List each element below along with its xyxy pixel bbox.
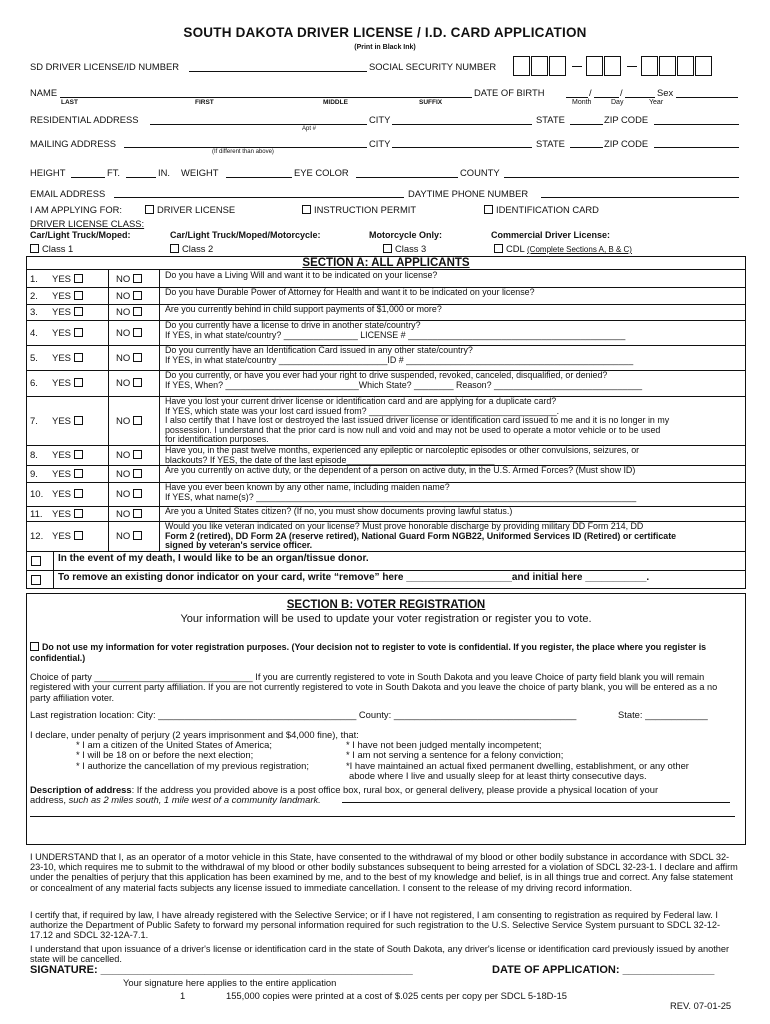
opt-identification-card[interactable]	[484, 204, 599, 215]
description-line2	[30, 794, 321, 805]
col-div-1	[108, 269, 109, 551]
revision-date: REV. 07-01-25	[670, 1000, 732, 1011]
do-not-use-option[interactable]	[30, 642, 736, 664]
yes-option[interactable]	[52, 469, 86, 480]
question-number: 10.	[30, 489, 44, 500]
declare-right-item: * I have not been judged mentally incompetent;	[346, 739, 542, 750]
declare-text: I declare, under penalty of perjury (2 years imprisonment and $4,000 fine), that:	[30, 729, 359, 740]
mailing-field[interactable]	[124, 147, 367, 148]
checkbox-icon[interactable]	[133, 489, 142, 498]
class2-option[interactable]	[170, 243, 213, 254]
question-text	[165, 288, 535, 298]
signature-field[interactable]: SIGNATURE: ___________________________________________________	[30, 964, 413, 976]
cdl-label: CDL	[506, 243, 525, 254]
checkbox-icon[interactable]	[74, 378, 83, 387]
question-text	[165, 466, 635, 476]
question-line: signed by veteran's service officer.	[165, 540, 313, 551]
signature-note: Your signature here applies to the entire application	[123, 977, 337, 988]
question-line: If YES, what name(s)? _____________________________________________________________________________	[165, 491, 637, 502]
dob-slash: /	[589, 87, 592, 98]
question-number: 6.	[30, 378, 38, 389]
name-last-caption: LAST	[61, 99, 78, 106]
checkbox-icon[interactable]	[74, 274, 83, 283]
question-line: possession. I understand that the prior card is now null and void and may not be used to operate a motor vehicle or to be used	[165, 424, 661, 435]
section-b-title: SECTION B: VOTER REGISTRATION	[286, 599, 486, 611]
question-line: for identification purposes.	[165, 434, 269, 445]
description-field-1[interactable]	[342, 802, 730, 803]
no-option[interactable]	[116, 353, 145, 364]
dob-month-field[interactable]	[566, 97, 588, 98]
remove-donor-text: To remove an existing donor indicator on your card, write “remove” here ___________________and initial here ___________.	[58, 572, 650, 583]
question-text	[165, 397, 669, 445]
yes-option[interactable]	[52, 307, 86, 318]
checkbox-icon[interactable]	[133, 416, 142, 425]
question-number: 1.	[30, 273, 38, 285]
question-line: Do you have a Living Will and want it to be indicated on your license?	[165, 270, 438, 280]
no-option[interactable]	[116, 489, 145, 500]
name-field[interactable]	[60, 97, 472, 98]
checkbox-icon[interactable]	[74, 489, 83, 498]
yes-option[interactable]	[52, 274, 86, 285]
yes-option[interactable]	[52, 450, 86, 461]
phone-field[interactable]	[541, 197, 739, 198]
question-number: 5.	[30, 352, 38, 364]
residential-state-label: STATE	[536, 114, 565, 125]
yes-option[interactable]	[52, 416, 86, 427]
checkbox-icon[interactable]	[74, 291, 83, 300]
checkbox-icon[interactable]	[30, 244, 39, 253]
question-text	[165, 446, 639, 465]
question-line: I also certify that I have lost or destroyed the last issued driver license or identification card issued to me and it is no longer in my	[165, 415, 670, 426]
question-line: Have you lost your current driver license or identification card and are applying for a duplicate card?	[165, 396, 557, 406]
legal-selective-service: I certify that, if required by law, I have already registered with the Selective Service; or if I have not registered, I am consenting to registration as required by Federal law. I authorize the Department of Public Safety to forward my personal information required for such registration to the U.S. Selective Service System pursuant to SDCL 32-12-17.12 and SDCL 32-12A-7.1.	[30, 910, 721, 941]
question-line: Do you currently have an Identification Card issued in any other state/country?	[165, 345, 473, 355]
section-a-title: SECTION A: ALL APPLICANTS	[302, 257, 470, 269]
opt-driver-license-label: DRIVER LICENSE	[157, 204, 236, 215]
dob-slash-2: /	[620, 87, 623, 98]
dob-month-caption: Month	[572, 99, 592, 106]
opt-driver-license[interactable]	[145, 204, 235, 215]
checkbox-icon[interactable]	[133, 378, 142, 387]
question-number: 2.	[30, 290, 38, 302]
class2-label: Class 2	[182, 243, 214, 254]
no-label: NO	[116, 352, 131, 364]
question-text	[165, 522, 676, 551]
residential-label: RESIDENTIAL ADDRESS	[30, 114, 139, 125]
no-label: NO	[116, 508, 131, 520]
checkbox-icon[interactable]	[170, 244, 179, 253]
checkbox-icon[interactable]	[133, 531, 142, 540]
yes-label: YES	[52, 307, 72, 318]
checkbox-icon[interactable]	[133, 469, 142, 478]
last-registration-state: State: ____________	[618, 709, 708, 720]
question-text	[165, 271, 437, 281]
question-text	[165, 321, 625, 340]
eye-field[interactable]	[356, 177, 458, 178]
declare-left-item: * I will be 18 on or before the next election;	[76, 749, 254, 761]
no-option[interactable]	[116, 274, 145, 285]
apt-caption: Apt #	[302, 126, 317, 132]
donor-checkbox[interactable]	[31, 556, 41, 567]
question-line: Have you ever been known by any other name, including maiden name?	[165, 482, 450, 492]
yes-label: YES	[52, 531, 72, 542]
mailing-city-label: CITY	[369, 138, 391, 149]
residential-zip-label: ZIP CODE	[604, 114, 649, 125]
question-line: If YES, in what state/country? _______________ LICENSE # ____________________________________________	[165, 329, 626, 340]
if-different-caption: (If different than above)	[212, 149, 274, 155]
residential-zip-field[interactable]	[654, 124, 739, 125]
question-text	[165, 305, 442, 315]
height-in-field[interactable]	[126, 177, 156, 178]
mailing-zip-field[interactable]	[654, 147, 739, 148]
yes-label: YES	[52, 273, 72, 285]
question-text	[165, 346, 633, 365]
no-option[interactable]	[116, 509, 145, 520]
declare-right-item: abode where I live and usually sleep for at least thirty consecutive days.	[349, 769, 647, 781]
checkbox-icon[interactable]	[484, 205, 493, 214]
cdl-option[interactable]	[494, 243, 632, 254]
question-line: Form 2 (retired), DD Form 2A (reserve retired), National Guard Form NGB22, Uniformed Services ID (Retired) or certificate	[165, 530, 677, 541]
yes-option[interactable]	[52, 509, 86, 520]
checkbox-icon[interactable]	[74, 416, 83, 425]
no-label: NO	[116, 307, 131, 318]
residential-city-field[interactable]	[392, 124, 532, 125]
opt-instruction-permit-label: INSTRUCTION PERMIT	[314, 204, 417, 215]
mailing-zip-label: ZIP CODE	[604, 138, 649, 149]
question-number: 3.	[30, 307, 38, 318]
question-line: blackouts? If YES, the date of the last episode______________________________	[165, 454, 495, 465]
email-label: EMAIL ADDRESS	[30, 188, 106, 199]
yes-label: YES	[52, 290, 72, 302]
class1-title: Car/Light Truck/Moped:	[30, 230, 131, 240]
yes-label: YES	[52, 508, 72, 520]
checkbox-icon[interactable]	[133, 328, 142, 337]
opt-identification-card-label: IDENTIFICATION CARD	[496, 204, 599, 215]
do-not-use-text: Do not use my information for voter registration purposes. (Your decision not to register to vote is confidential. If you register, the place where you register is confidential.)	[30, 642, 707, 663]
yes-label: YES	[52, 378, 72, 389]
sd-license-field[interactable]	[189, 71, 367, 72]
question-number: 12.	[30, 531, 44, 542]
no-option[interactable]	[116, 307, 145, 318]
form-subtitle: (Print in Black Ink)	[354, 44, 416, 51]
declare-left-item: * I am a citizen of the United States of America;	[76, 739, 272, 750]
checkbox-icon[interactable]	[133, 450, 142, 459]
question-line: If YES, which state was your lost card issued from? ______________________________________.	[165, 405, 560, 416]
yes-label: YES	[52, 450, 72, 461]
weight-field[interactable]	[226, 177, 292, 178]
question-line: If YES, in what state/country ______________________ID # ______________________________________________	[165, 354, 634, 365]
donor-divider-top	[26, 551, 746, 552]
weight-label: WEIGHT	[181, 167, 219, 178]
dob-label: DATE OF BIRTH	[474, 87, 545, 98]
question-text	[165, 371, 642, 390]
question-number: 9.	[30, 468, 38, 480]
ft-label: FT.	[107, 167, 121, 178]
cdl-note: (Complete Sections A, B & C)	[527, 245, 632, 254]
declare-right-item: *I have maintained an actual fixed permanent dwelling, establishment, or any other	[346, 759, 689, 771]
yes-option[interactable]	[52, 531, 86, 542]
yes-label: YES	[52, 327, 72, 339]
mailing-label: MAILING ADDRESS	[30, 138, 116, 149]
sex-label: Sex	[657, 87, 674, 98]
eye-label: EYE COLOR	[294, 167, 349, 178]
mailing-city-field[interactable]	[392, 147, 532, 148]
legal-cancellation: I understand that upon issuance of a driver's license or identification card in the state of South Dakota, any driver's license or identification card previously issued by another state will be cancelled.	[30, 944, 730, 965]
no-label: NO	[116, 327, 131, 339]
choice-party-text: Choice of party _______________________________ If you are currently registered to vote in South Dakota and you leave Choice of party field blank you will remain registered with your current party affiliation. If you are not currently registered to vote in South Dakota and you leave the choice of party blank, you will be entered as a no party affiliation voter.	[30, 672, 718, 703]
sex-field[interactable]	[676, 97, 738, 98]
form-title: SOUTH DAKOTA DRIVER LICENSE / I.D. CARD APPLICATION	[183, 25, 587, 40]
description-field-2[interactable]	[30, 816, 735, 817]
checkbox-icon[interactable]	[302, 205, 311, 214]
checkbox-icon[interactable]	[133, 307, 142, 316]
yes-label: YES	[52, 489, 72, 500]
checkbox-icon[interactable]	[133, 353, 142, 362]
no-label: NO	[116, 531, 131, 542]
name-label: NAME	[30, 87, 58, 98]
no-label: NO	[116, 450, 131, 461]
print-cost-note: 155,000 copies were printed at a cost of $.025 cents per copy per SDCL 5-18D-15	[226, 990, 567, 1001]
mailing-state-label: STATE	[536, 138, 565, 149]
donor-text: In the event of my death, I would like to be an organ/tissue donor.	[58, 553, 369, 564]
no-label: NO	[116, 273, 131, 285]
phone-label: DAYTIME PHONE NUMBER	[408, 188, 529, 199]
in-label: IN.	[158, 167, 170, 178]
description-example: such as 2 miles south, 1 mile west of a community landmark.	[68, 794, 321, 805]
no-option[interactable]	[116, 328, 145, 339]
cdl-title: Commercial Driver License:	[491, 230, 611, 240]
no-label: NO	[116, 290, 131, 302]
question-number: 11.	[30, 508, 43, 520]
question-line: If YES, When? ___________________________Which State? ________ Reason? ______________________________	[165, 379, 643, 390]
height-ft-field[interactable]	[71, 177, 105, 178]
no-option[interactable]	[116, 291, 145, 302]
sd-license-label: SD DRIVER LICENSE/ID NUMBER	[30, 61, 179, 72]
no-option[interactable]	[116, 416, 145, 427]
class2-title: Car/Light Truck/Moped/Motorcycle:	[170, 230, 321, 240]
checkbox-icon[interactable]	[74, 509, 83, 518]
yes-label: YES	[52, 352, 72, 364]
dob-year-field[interactable]	[625, 97, 655, 98]
no-option[interactable]	[116, 450, 145, 461]
question-text	[165, 483, 636, 502]
checkbox-icon[interactable]	[74, 469, 83, 478]
question-number: 8.	[30, 450, 38, 461]
no-label: NO	[116, 468, 131, 480]
class3-option[interactable]	[383, 243, 426, 254]
county-label: COUNTY	[460, 167, 500, 178]
dob-day-field[interactable]	[594, 97, 619, 98]
declare-right-item: * I am not serving a sentence for a felony conviction;	[346, 749, 564, 761]
question-line: Are you a United States citizen? (If no, you must show documents proving lawful status.)	[165, 506, 513, 516]
checkbox-icon[interactable]	[74, 307, 83, 316]
date-of-application-field[interactable]: DATE OF APPLICATION: _______________	[492, 964, 715, 976]
name-first-caption: FIRST	[195, 99, 214, 106]
description-text: : If the address you provided above is a post office box, rural box, or general delivery, please provide a physical location of your	[131, 784, 659, 795]
applying-label: I AM APPLYING FOR:	[30, 204, 123, 215]
checkbox-icon[interactable]	[133, 509, 142, 518]
yes-option[interactable]	[52, 378, 86, 389]
yes-option[interactable]	[52, 353, 86, 364]
question-line: Have you, in the past twelve months, experienced any epileptic or narcoleptic episodes or other convulsions, seizures, or	[165, 445, 640, 455]
donor-divider-mid	[26, 570, 746, 571]
class1-option[interactable]	[30, 243, 73, 254]
class1-label: Class 1	[42, 243, 74, 254]
no-option[interactable]	[116, 469, 145, 480]
checkbox-icon[interactable]	[30, 642, 39, 651]
question-line: Are you currently on active duty, or the dependent of a person on active duty, in the U.S. Armed Forces? (Must show ID)	[165, 465, 636, 475]
residential-city-label: CITY	[369, 114, 391, 125]
col-div-2	[159, 269, 160, 551]
checkbox-icon[interactable]	[74, 328, 83, 337]
question-line: Do you have Durable Power of Attorney for Health and want it to be indicated on your license?	[165, 287, 535, 297]
checkbox-icon[interactable]	[133, 274, 142, 283]
dob-day-caption: Day	[611, 99, 624, 106]
yes-label: YES	[52, 415, 72, 427]
question-text	[165, 507, 512, 517]
description-line2-pre: address,	[30, 794, 69, 805]
class3-label: Class 3	[395, 243, 427, 254]
section-b-subtitle: Your information will be used to update your voter registration or register you to vote.	[180, 613, 592, 625]
checkbox-icon[interactable]	[74, 531, 83, 540]
opt-instruction-permit[interactable]	[302, 204, 416, 215]
yes-label: YES	[52, 468, 72, 480]
class3-title: Motorcycle Only:	[369, 230, 443, 240]
no-label: NO	[116, 489, 131, 500]
yes-option[interactable]	[52, 489, 86, 500]
residential-state-field[interactable]	[570, 124, 603, 125]
no-label: NO	[116, 415, 131, 427]
question-line: Do you currently have a license to drive in another state/country?	[165, 320, 421, 330]
name-suffix-caption: SUFFIX	[419, 99, 443, 106]
residential-field[interactable]	[150, 124, 367, 125]
description-label: Description of address	[30, 784, 132, 795]
legal-consent: I UNDERSTAND that I, as an operator of a motor vehicle in this State, have consented to the withdrawal of my blood or other bodily substance in accordance with SDCL 32-23-10, which requires me to submit to the withdrawal of my blood or other bodily substances subsequent to being arrested for a violation of SDCL 32-23-1. I declare and affirm under the penalties of perjury that this application has been examined by me, and to the best of my knowledge and belief, is in all things true and correct. Any false statement or concealment of any material facts subjects any license issued to immediate cancellation. I consent to the release of my driving record information.	[30, 852, 738, 893]
class-heading: DRIVER LICENSE CLASS:	[30, 218, 145, 229]
dob-year-caption: Year	[649, 99, 664, 106]
question-number: 4.	[30, 327, 38, 339]
checkbox-icon[interactable]	[133, 291, 142, 300]
checkbox-icon[interactable]	[74, 450, 83, 459]
yes-option[interactable]	[52, 291, 86, 302]
ssn-field[interactable]	[513, 56, 713, 76]
checkbox-icon[interactable]	[494, 244, 503, 253]
question-line: Are you currently behind in child support payments of $1,000 or more?	[165, 304, 442, 314]
checkbox-icon[interactable]	[74, 353, 83, 362]
yes-option[interactable]	[52, 328, 86, 339]
no-option[interactable]	[116, 378, 145, 389]
question-line: Do you currently, or have you ever had your right to drive suspended, revoked, canceled, disqualified, or denied?	[165, 370, 608, 380]
remove-donor-checkbox[interactable]	[31, 575, 41, 586]
page-number: 1	[180, 990, 186, 1001]
last-registration-text: Last registration location: City: ______________________________________ County: ___________________________________	[30, 709, 577, 720]
name-middle-caption: MIDDLE	[323, 99, 348, 106]
checkbox-icon[interactable]	[145, 205, 154, 214]
height-label: HEIGHT	[30, 167, 66, 178]
email-field[interactable]	[114, 197, 404, 198]
question-number: 7.	[30, 415, 38, 427]
declare-left-item: * I authorize the cancellation of my previous registration;	[76, 759, 309, 771]
ssn-label: SOCIAL SECURITY NUMBER	[369, 61, 497, 72]
county-field[interactable]	[504, 177, 739, 178]
checkbox-icon[interactable]	[383, 244, 392, 253]
mailing-state-field[interactable]	[570, 147, 603, 148]
no-option[interactable]	[116, 531, 145, 542]
no-label: NO	[116, 378, 131, 389]
question-line: Would you like veteran indicated on your license? Must prove honorable discharge by providing military DD Form 214, DD	[165, 521, 644, 531]
